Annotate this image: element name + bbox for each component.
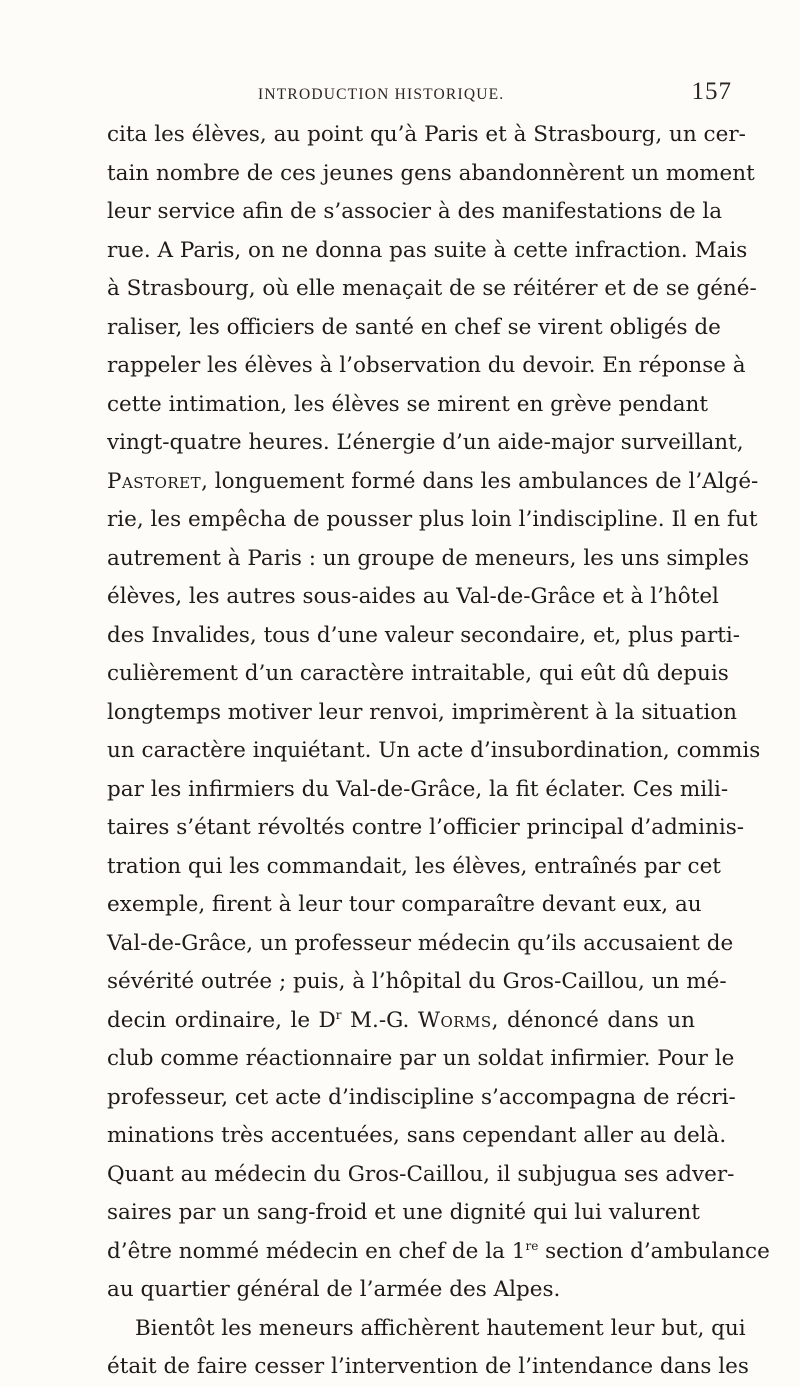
text-line: longtemps motiver leur renvoi, imprimèrent à la situation (107, 699, 737, 725)
text-segment: d’être nommé médecin en chef de la 1 (107, 1238, 526, 1264)
text-line: Bientôt les meneurs affichèrent hautement leur but, qui (135, 1315, 746, 1341)
text-line: tration qui les commandait, les élèves, entraînés par cet (107, 853, 721, 879)
author-name-pastoret: Pastoret (107, 468, 202, 494)
text-line: minations très accentuées, sans cependant aller au delà. (107, 1123, 727, 1148)
text-line: était de faire cesser l’intervention de l’intendance dans les (107, 1354, 749, 1379)
text-line: saires par un sang-froid et une dignité qui lui valurent (107, 1200, 700, 1225)
text-line: au quartier général de l’armée des Alpes. (107, 1277, 561, 1302)
text-line: Quant au médecin du Gros-Caillou, il subjugua ses adver- (107, 1161, 735, 1187)
text-line: taires s’étant révoltés contre l’officier principal d’adminis- (107, 815, 745, 840)
running-title: INTRODUCTION HISTORIQUE. (258, 86, 505, 103)
text-line: rue. A Paris, on ne donna pas suite à cette infraction. Mais (107, 237, 748, 263)
text-line: vingt-quatre heures. L’énergie d’un aide-major surveillant, (107, 430, 744, 455)
text-line: rie, les empêcha de pousser plus loin l’indiscipline. Il en fut (107, 507, 758, 532)
text-line (107, 1002, 695, 1041)
text-line: rappeler les élèves à l’observation du devoir. En réponse à (107, 353, 746, 378)
running-head (120, 78, 732, 114)
text-line: leur service afin de s’associer à des manifestations de la (107, 199, 723, 224)
text-line (107, 1233, 770, 1272)
text-line: professeur, cet acte d’indiscipline s’accompagna de récri- (107, 1084, 736, 1110)
text-line: tain nombre de ces jeunes gens abandonnèrent un moment (107, 160, 755, 186)
text-segment: section d’ambulance (538, 1238, 770, 1264)
text-line: élèves, les autres sous-aides au Val-de-Grâce et à l’hôtel (107, 584, 719, 609)
text-line: à Strasbourg, où elle menaçait de se réitérer et de se géné- (107, 276, 757, 301)
text-segment: M.-G. (341, 1007, 418, 1033)
text-line: un caractère inquiétant. Un acte d’insubordination, commis (107, 738, 761, 763)
text-line: raliser, les officiers de santé en chef se virent obligés de (107, 314, 721, 340)
text-line: cette intimation, les élèves se mirent en grève pendant (107, 391, 709, 417)
text-line: culièrement d’un caractère intraitable, qui eût dû depuis (107, 661, 729, 686)
text-line: des Invalides, tous d’une valeur secondaire, et, plus parti- (107, 622, 741, 648)
text-line: exemple, firent à leur tour comparaître devant eux, au (107, 892, 702, 917)
text-segment: , dénoncé dans un (491, 1007, 695, 1033)
text-segment: decin ordinaire, le D (107, 1007, 336, 1033)
text-line (107, 463, 759, 502)
page-number: 157 (691, 78, 732, 105)
text-line: club comme réactionnaire par un soldat infirmier. Pour le (107, 1046, 735, 1071)
superscript: re (525, 1238, 539, 1253)
text-line: sévérité outrée ; puis, à l’hôpital du Gros-Caillou, un mé- (107, 969, 727, 994)
author-name-worms: Worms (417, 1007, 492, 1033)
text-line: cita les élèves, au point qu’à Paris et à Strasbourg, un cer- (107, 122, 746, 147)
body-text (107, 116, 770, 1387)
text-line: Val-de-Grâce, un professeur médecin qu’ils accusaient de (107, 930, 734, 956)
superscript: r (335, 1007, 342, 1022)
text-segment: , longuement formé dans les ambulances de l’Algé- (201, 468, 759, 494)
text-line: autrement à Paris : un groupe de meneurs, les uns simples (107, 545, 750, 571)
text-line: par les infirmiers du Val-de-Grâce, la fit éclater. Ces mili- (107, 776, 729, 802)
